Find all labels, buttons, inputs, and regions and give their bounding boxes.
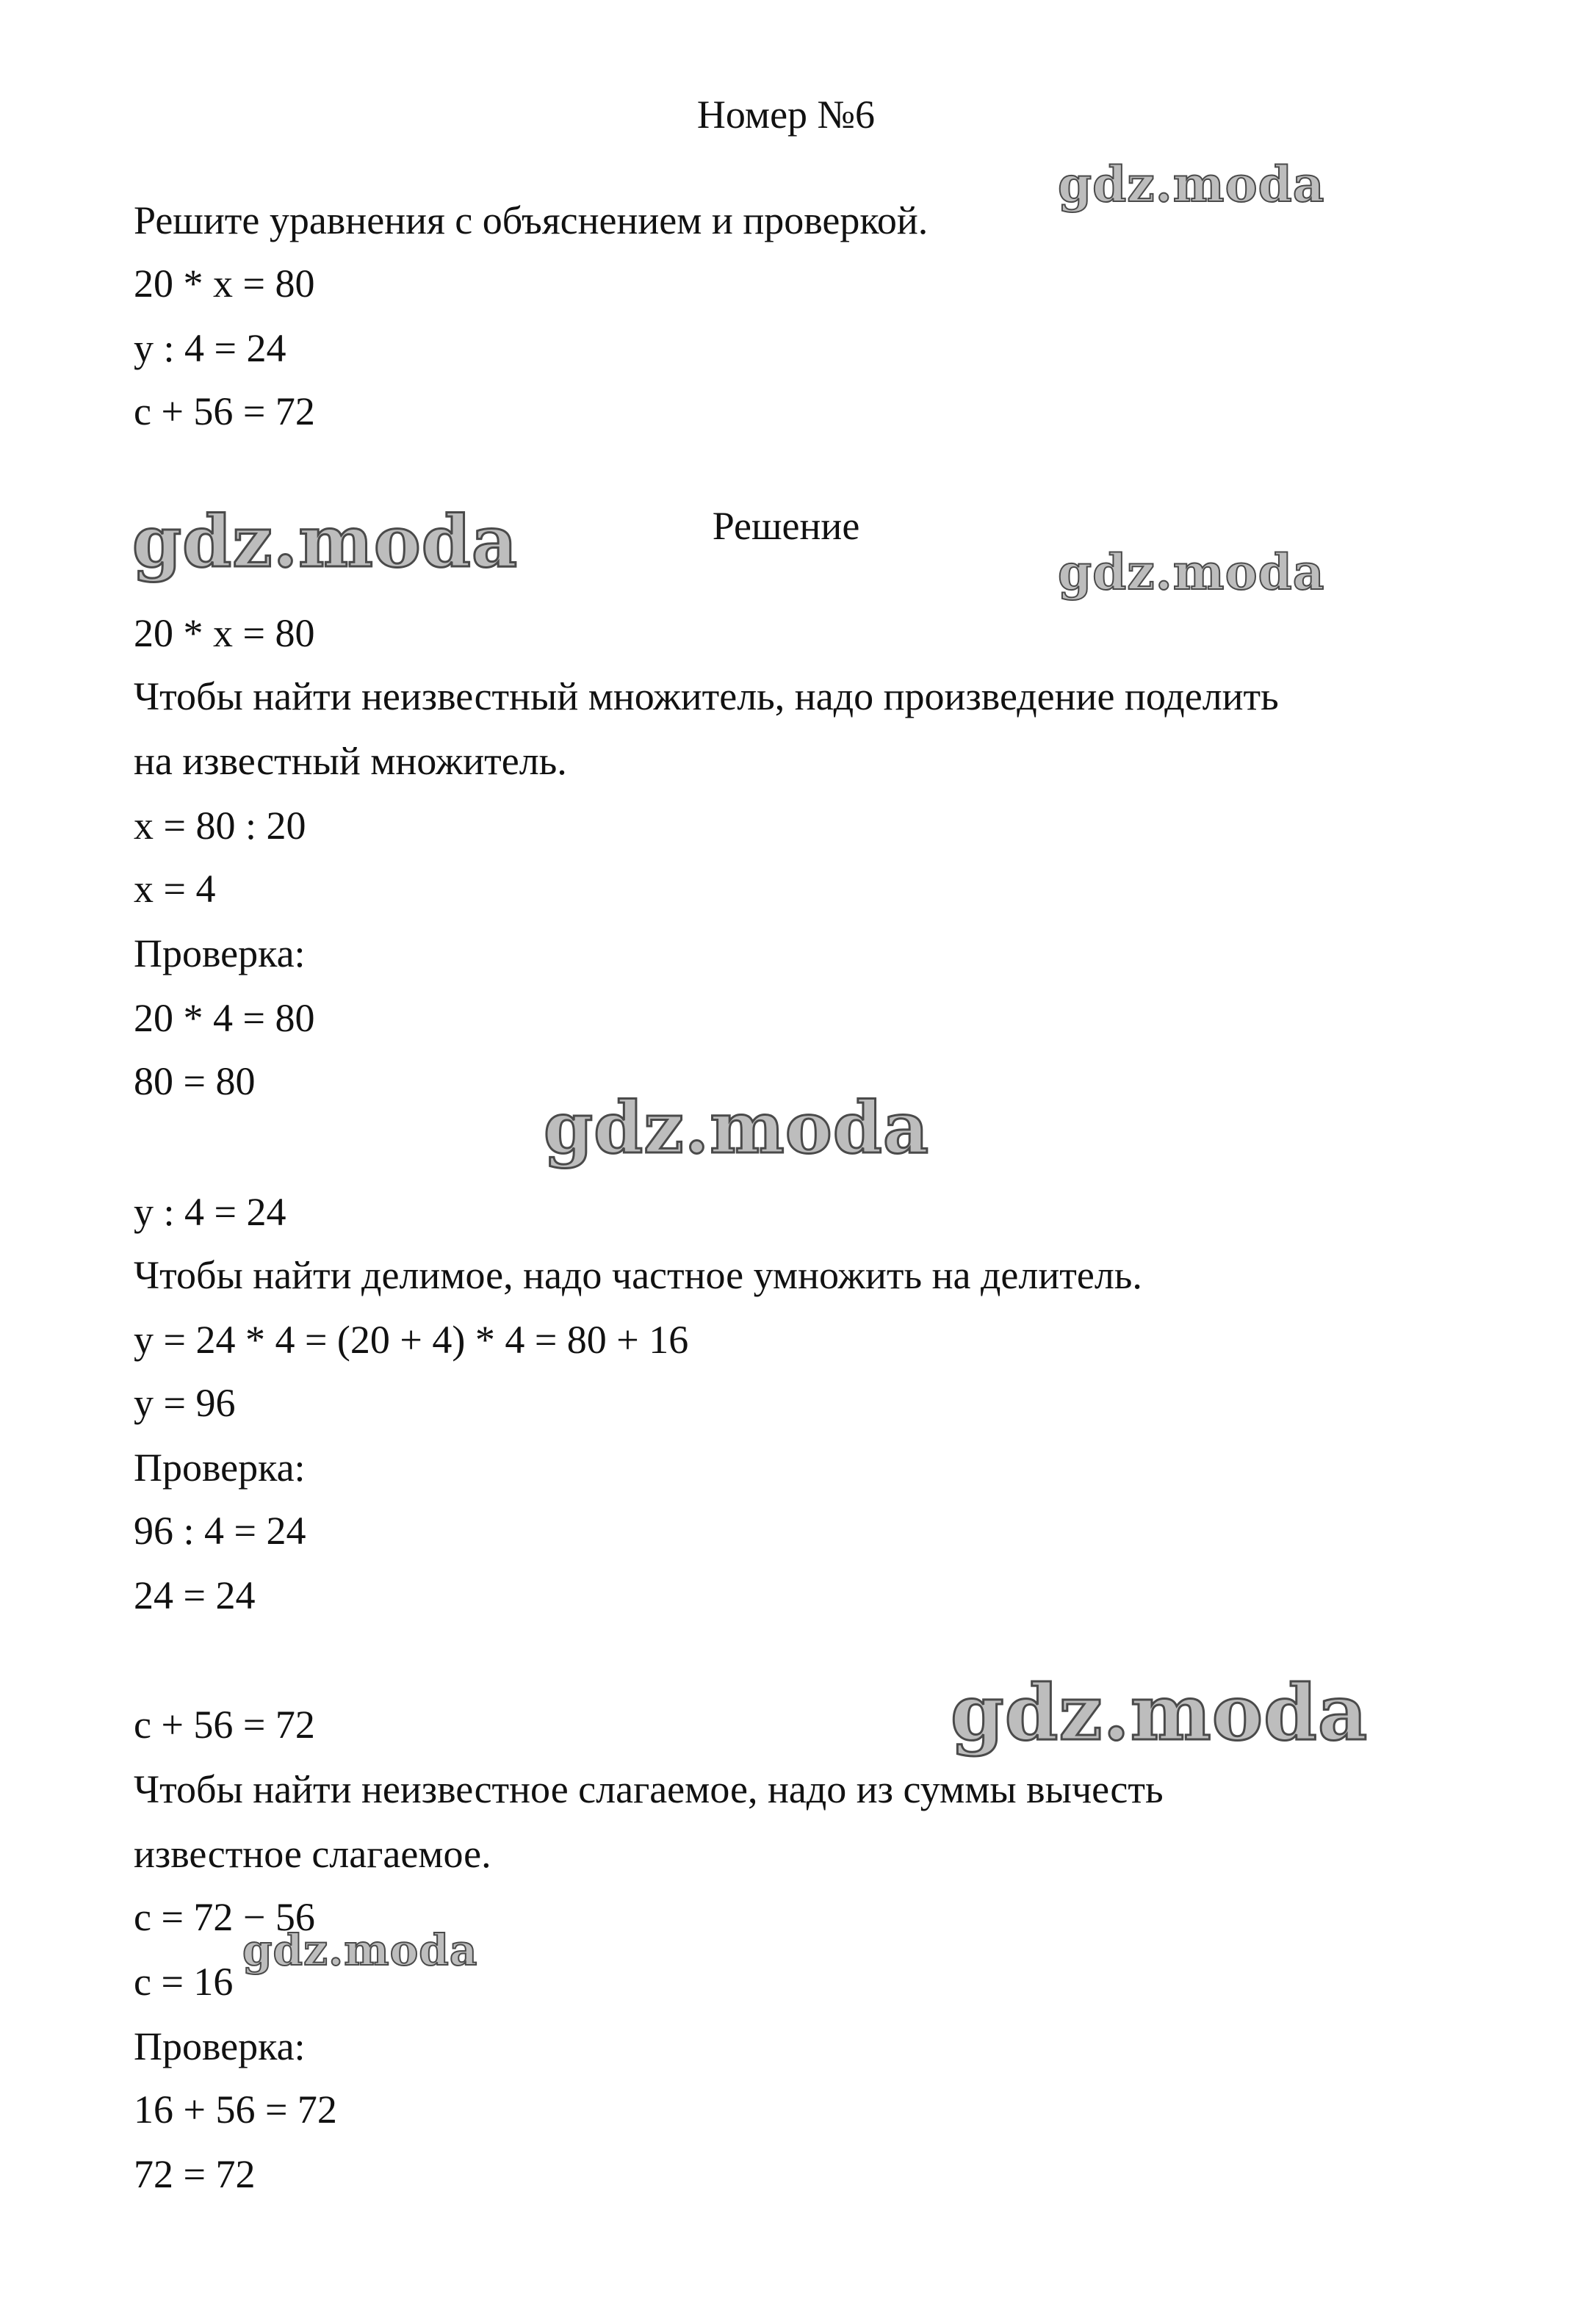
task-text: Решите уравнения с объяснением и проверкой. [134,198,929,242]
part2-rule-line1: Чтобы найти делимое, надо частное умножить на делитель. [134,1253,1142,1297]
part3-check-label: Проверка: [134,2024,306,2068]
part3-equation: c + 56 = 72 [134,1703,315,1747]
part3-rule-line2: известное слагаемое. [134,1832,491,1876]
equation-2: y : 4 = 24 [134,326,286,370]
part3-rule-line1: Чтобы найти неизвестное слагаемое, надо из суммы вычесть [134,1767,1164,1811]
part1-check2: 80 = 80 [134,1059,256,1103]
page-title: Номер №6 [696,93,876,137]
part3-step1: c = 72 − 56 [134,1895,315,1939]
part1-step2: x = 4 [134,867,216,911]
watermark: gdz.moda [242,1925,478,1975]
part3-check1: 16 + 56 = 72 [134,2087,337,2132]
part2-step2: y = 96 [134,1381,236,1425]
part3-check2: 72 = 72 [134,2152,256,2196]
equation-3: c + 56 = 72 [134,389,315,433]
watermark: gdz.moda [1058,156,1325,213]
part2-check-label: Проверка: [134,1446,306,1490]
part2-equation: y : 4 = 24 [134,1190,286,1234]
part1-rule-line1: Чтобы найти неизвестный множитель, надо произведение поделить [134,674,1279,718]
part2-step1: y = 24 * 4 = (20 + 4) * 4 = 80 + 16 [134,1318,689,1362]
watermark: gdz.moda [1058,544,1325,601]
watermark: gdz.moda [544,1086,930,1169]
part1-equation: 20 * x = 80 [134,611,315,655]
watermark: gdz.moda [951,1667,1369,1758]
part2-check1: 96 : 4 = 24 [134,1509,306,1553]
part1-rule-line2: на известный множитель. [134,739,567,783]
equation-1: 20 * x = 80 [134,261,315,306]
part2-check2: 24 = 24 [134,1573,256,1617]
solution-heading: Решение [712,504,860,548]
part1-check-label: Проверка: [134,931,306,975]
part1-step1: x = 80 : 20 [134,804,306,848]
part1-check1: 20 * 4 = 80 [134,996,315,1040]
part3-step2: c = 16 [134,1960,234,2004]
watermark: gdz.moda [132,500,519,583]
